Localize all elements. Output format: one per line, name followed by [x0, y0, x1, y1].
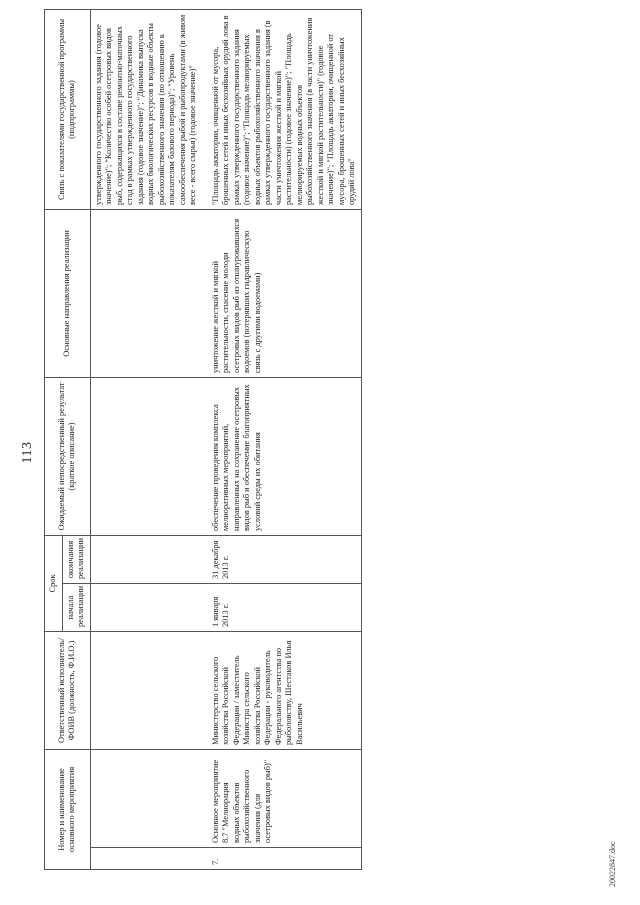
- row-responsible: Министерство сельского хозяйства Российской Федерации / заместитель Министра сельского хозяйства Российской Федерации - руководитель Федерального агентства по рыболовству, Шестаков Илья Васильевич: [208, 632, 362, 750]
- header-start: начала реализации: [62, 584, 90, 632]
- header-directions: Основные направления реализации: [45, 210, 91, 378]
- header-responsible: Ответственный исполнитель/ФОИВ (должность, Ф.И.О.): [45, 632, 91, 750]
- header-row: [45, 10, 63, 870]
- header-number-name: Номер и наименование основного мероприятия: [45, 750, 91, 870]
- header-result: Ожидаемый непосредственный результат (краткое описание): [45, 378, 91, 536]
- continuation-row: [90, 10, 202, 870]
- document-id: 20022847.doc: [608, 841, 617, 887]
- page-number: 113: [20, 441, 35, 464]
- header-indicators: Связь с показателями государственной программы (подпрограммы): [45, 10, 91, 210]
- row-number: 7.: [208, 848, 362, 870]
- row-result: обеспечение проведения комплекса мелиоративных мероприятий, направленных на сохранение осетровых видов рыб и обеспечение благоприятных условий среды их обитания: [208, 378, 362, 536]
- continuation-indicators: утвержденного государственного задания (годовое значение)"; "Количество особей осетровых видов рыб, содержащихся в составе ремонтно-маточных стад в рамках утвержденного государственного задания (годовое значение)"; "Динамика выпуска водных биологических ресурсов в водные объекты рыбохозяйственного значения (по отношению к показателям базового периода)"; "Уровень самообеспечения рыбой и рыбопродуктами (в живом весе - всего сырья) (годовое значение)": [90, 10, 202, 210]
- row-indicators: "Площадь акватории, очищенной от мусора, брошенных сетей и иных бесхозяйных орудий лова в рамках утвержденного государственного задания (годовое значение)"; "Площадь мелиорируемых водных объектов рыбохозяйственного значения в рамках утвержденного государственного задания (в части уничтожения жесткой и мягкой растительности) (годовое значение)"; "Площадь мелиорируемых водных объектов рыбохозяйственного значения (в части уничтожения жесткой и мягкой растительности)" (годовое значение)"; "Площадь акватории, очищенной от мусора, брошенных сетей и иных бесхозяйных орудий лова": [208, 10, 362, 210]
- header-term: Срок: [45, 536, 63, 632]
- row-name: Основное мероприятие 8.7 "Мелиорация водных объектов рыбохозяйственного значения (для осетровых видов рыб)": [208, 750, 362, 848]
- row-directions: уничтожение жесткой и мягкой растительности, спасение молоди осетровых видов рыб из отшнуровавшихся водоемов (потерявших гидравлическую связь с другими водоемами): [208, 210, 362, 378]
- row-start: 1 января 2013 г.: [208, 584, 362, 632]
- row-end: 31 декабря 2013 г.: [208, 536, 362, 584]
- table-row: [208, 10, 362, 870]
- measures-table: [44, 9, 362, 870]
- header-end: окончания реализации: [62, 536, 90, 584]
